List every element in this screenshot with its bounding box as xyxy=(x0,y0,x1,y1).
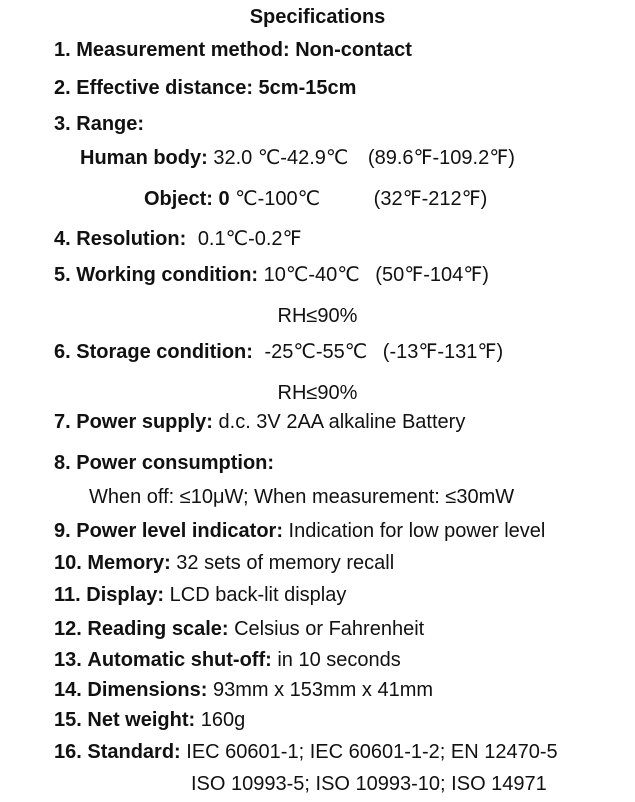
spec-value-fahrenheit: (32℉-212℉) xyxy=(373,188,488,210)
spec-value: IEC 60601-1; IEC 60601-1-2; EN 12470-5 xyxy=(186,741,558,763)
spec-value: 93mm x 153mm x 41mm xyxy=(212,679,434,701)
spec-item-11 xyxy=(54,583,346,607)
spec-label: Measurement method: xyxy=(76,39,290,61)
range-human-body xyxy=(80,146,515,170)
spec-num: 5. xyxy=(54,264,71,286)
spec-value: Celsius or Fahrenheit xyxy=(234,618,425,640)
spec-value: d.c. 3V 2AA alkaline Battery xyxy=(218,411,466,433)
spec-num: 2. xyxy=(54,77,71,99)
spec-num: 4. xyxy=(54,228,71,250)
spec-num: 3. xyxy=(54,113,71,135)
power-consumption-values: When off: ≤10μW; When measurement: ≤30mW xyxy=(89,486,515,508)
spec-num: 6. xyxy=(54,341,71,363)
spec-item-8 xyxy=(54,451,274,475)
spec-label: Effective distance: xyxy=(76,77,253,99)
spec-num: 11. xyxy=(54,584,81,606)
specifications-title: Specifications xyxy=(249,6,386,28)
spec-num: 13. xyxy=(54,649,82,671)
spec-item-3 xyxy=(54,112,144,136)
spec-label: Memory: xyxy=(87,552,171,574)
spec-num: 1. xyxy=(54,39,71,61)
spec-value: in 10 seconds xyxy=(277,649,401,671)
spec-value-fahrenheit: (89.6℉-109.2℉) xyxy=(367,147,515,169)
spec-label: Display: xyxy=(86,584,165,606)
spec-num: 8. xyxy=(54,452,71,474)
spec-item-10 xyxy=(54,551,394,575)
spec-item-12 xyxy=(54,617,424,641)
spec-num: 12. xyxy=(54,618,82,640)
spec-value-fahrenheit: (50℉-104℉) xyxy=(375,264,489,286)
spec-item-9 xyxy=(54,519,545,543)
spec-item-5 xyxy=(54,263,489,287)
spec-label: Human body: xyxy=(80,147,208,169)
spec-item-6 xyxy=(54,340,503,364)
spec-value: 32 sets of memory recall xyxy=(176,552,395,574)
spec-label: Working condition: xyxy=(76,264,259,286)
storage-humidity: RH≤90% xyxy=(277,382,358,404)
spec-value: Non-contact xyxy=(295,39,412,61)
spec-value: 32.0 ℃-42.9℃ xyxy=(213,147,349,169)
spec-label: Net weight: xyxy=(87,709,196,731)
standards-continued: ISO 10993-5; ISO 10993-10; ISO 14971 xyxy=(191,773,547,795)
spec-label: Range: xyxy=(76,113,145,135)
spec-label: Power supply: xyxy=(76,411,213,433)
spec-label: Standard: xyxy=(87,741,181,763)
spec-item-2 xyxy=(54,76,356,100)
spec-value: 0.1℃-0.2℉ xyxy=(197,228,302,250)
spec-item-7 xyxy=(54,410,465,434)
spec-value: -25℃-55℃ xyxy=(264,341,368,363)
spec-value: LCD back-lit display xyxy=(169,584,347,606)
spec-num: 14. xyxy=(54,679,82,701)
spec-value: 5cm-15cm xyxy=(258,77,357,99)
spec-label: Automatic shut-off: xyxy=(87,649,272,671)
working-humidity: RH≤90% xyxy=(277,305,358,327)
spec-label: Power level indicator: xyxy=(76,520,283,542)
spec-item-15 xyxy=(54,708,245,732)
spec-item-16 xyxy=(54,740,558,764)
spec-label: Dimensions: xyxy=(87,679,208,701)
spec-value-fahrenheit: (-13℉-131℉) xyxy=(382,341,504,363)
spec-value: 160g xyxy=(200,709,246,731)
spec-label: Storage condition: xyxy=(76,341,253,363)
range-object xyxy=(144,187,487,211)
spec-value: Indication for low power level xyxy=(288,520,546,542)
spec-label: Object: 0 xyxy=(144,188,230,210)
spec-num: 16. xyxy=(54,741,82,763)
spec-value: ℃-100℃ xyxy=(235,188,321,210)
spec-num: 10. xyxy=(54,552,82,574)
spec-item-4 xyxy=(54,227,302,251)
spec-num: 9. xyxy=(54,520,71,542)
spec-num: 7. xyxy=(54,411,71,433)
spec-item-14 xyxy=(54,678,433,702)
spec-value: 10℃-40℃ xyxy=(263,264,360,286)
spec-label: Resolution: xyxy=(76,228,187,250)
spec-item-1 xyxy=(54,38,412,62)
spec-label: Power consumption: xyxy=(76,452,275,474)
spec-item-13 xyxy=(54,648,401,672)
spec-label: Reading scale: xyxy=(87,618,229,640)
spec-num: 15. xyxy=(54,709,82,731)
